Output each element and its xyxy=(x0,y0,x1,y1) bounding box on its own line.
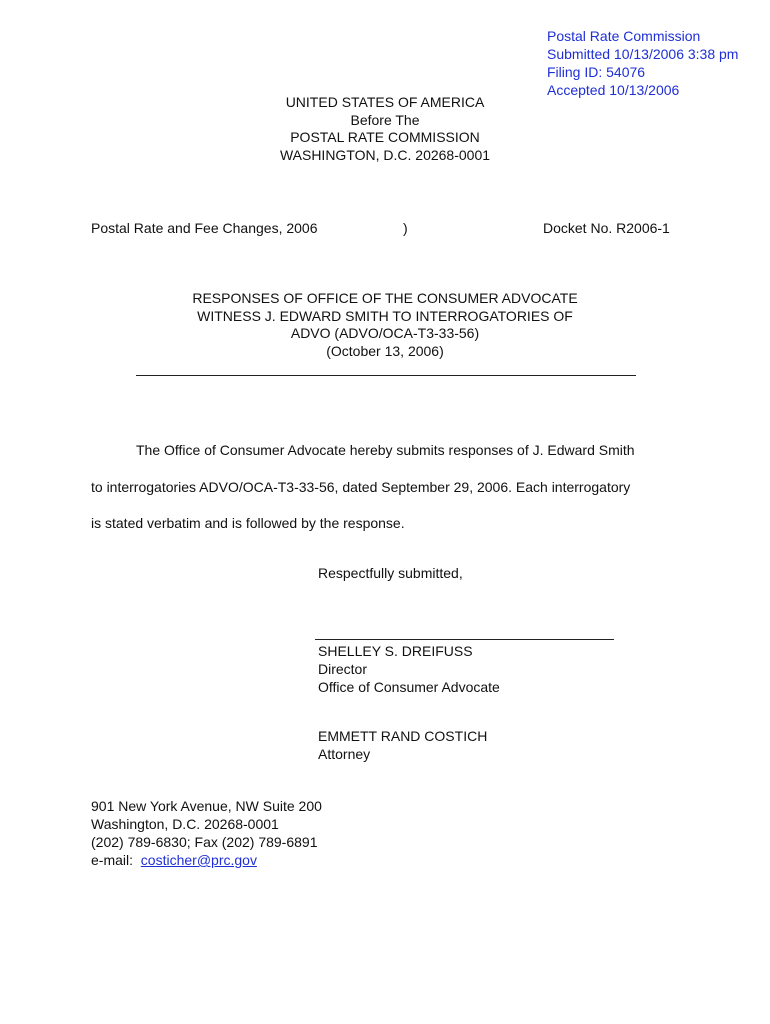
filing-stamp xyxy=(547,27,738,99)
address-email-row xyxy=(91,851,322,869)
case-matter: Postal Rate and Fee Changes, 2006 xyxy=(91,220,318,236)
document-title xyxy=(0,290,770,360)
signer-office: Office of Consumer Advocate xyxy=(318,679,500,695)
body-line-3: is stated verbatim and is followed by the response. xyxy=(91,515,405,531)
attorney-name: EMMETT RAND COSTICH xyxy=(318,728,488,744)
address-phone: (202) 789-6830; Fax (202) 789-6891 xyxy=(91,834,318,850)
docket-number: Docket No. R2006-1 xyxy=(543,220,670,236)
signer-block xyxy=(318,642,500,696)
header-before: Before The xyxy=(350,111,420,128)
document-header xyxy=(0,94,770,164)
stamp-submitted: Submitted 10/13/2006 3:38 pm xyxy=(547,46,739,62)
title-line-2: WITNESS J. EDWARD SMITH TO INTERROGATORIES OF xyxy=(197,307,573,324)
header-country: UNITED STATES OF AMERICA xyxy=(285,94,485,110)
email-label: e-mail: xyxy=(91,852,141,868)
caption-paren: ) xyxy=(403,220,408,236)
body-paragraph xyxy=(91,432,635,542)
attorney-block xyxy=(318,727,487,763)
header-commission: POSTAL RATE COMMISSION xyxy=(290,129,480,145)
title-date: (October 13, 2006) xyxy=(326,342,444,359)
email-link[interactable]: costicher@prc.gov xyxy=(140,852,257,868)
address-street: 901 New York Avenue, NW Suite 200 xyxy=(91,798,322,814)
title-line-1: RESPONSES OF OFFICE OF THE CONSUMER ADVOCATE xyxy=(192,290,578,306)
address-block xyxy=(91,797,322,869)
header-location: WASHINGTON, D.C. 20268-0001 xyxy=(279,146,491,163)
stamp-filing-id: Filing ID: 54076 xyxy=(547,64,646,80)
body-line-1: The Office of Consumer Advocate hereby submits responses of J. Edward Smith xyxy=(136,442,635,458)
title-rule xyxy=(136,375,636,376)
signer-title: Director xyxy=(318,661,368,677)
address-city: Washington, D.C. 20268-0001 xyxy=(91,816,279,832)
closing: Respectfully submitted, xyxy=(318,565,463,581)
body-line-2: to interrogatories ADVO/OCA-T3-33-56, dated September 29, 2006. Each interrogatory xyxy=(91,478,631,495)
signer-name: SHELLEY S. DREIFUSS xyxy=(318,643,473,659)
signature-line xyxy=(315,639,614,640)
stamp-accepted: Accepted 10/13/2006 xyxy=(547,82,680,98)
title-line-3: ADVO (ADVO/OCA-T3-33-56) xyxy=(290,325,480,341)
stamp-commission: Postal Rate Commission xyxy=(547,28,701,44)
attorney-title: Attorney xyxy=(318,746,371,762)
